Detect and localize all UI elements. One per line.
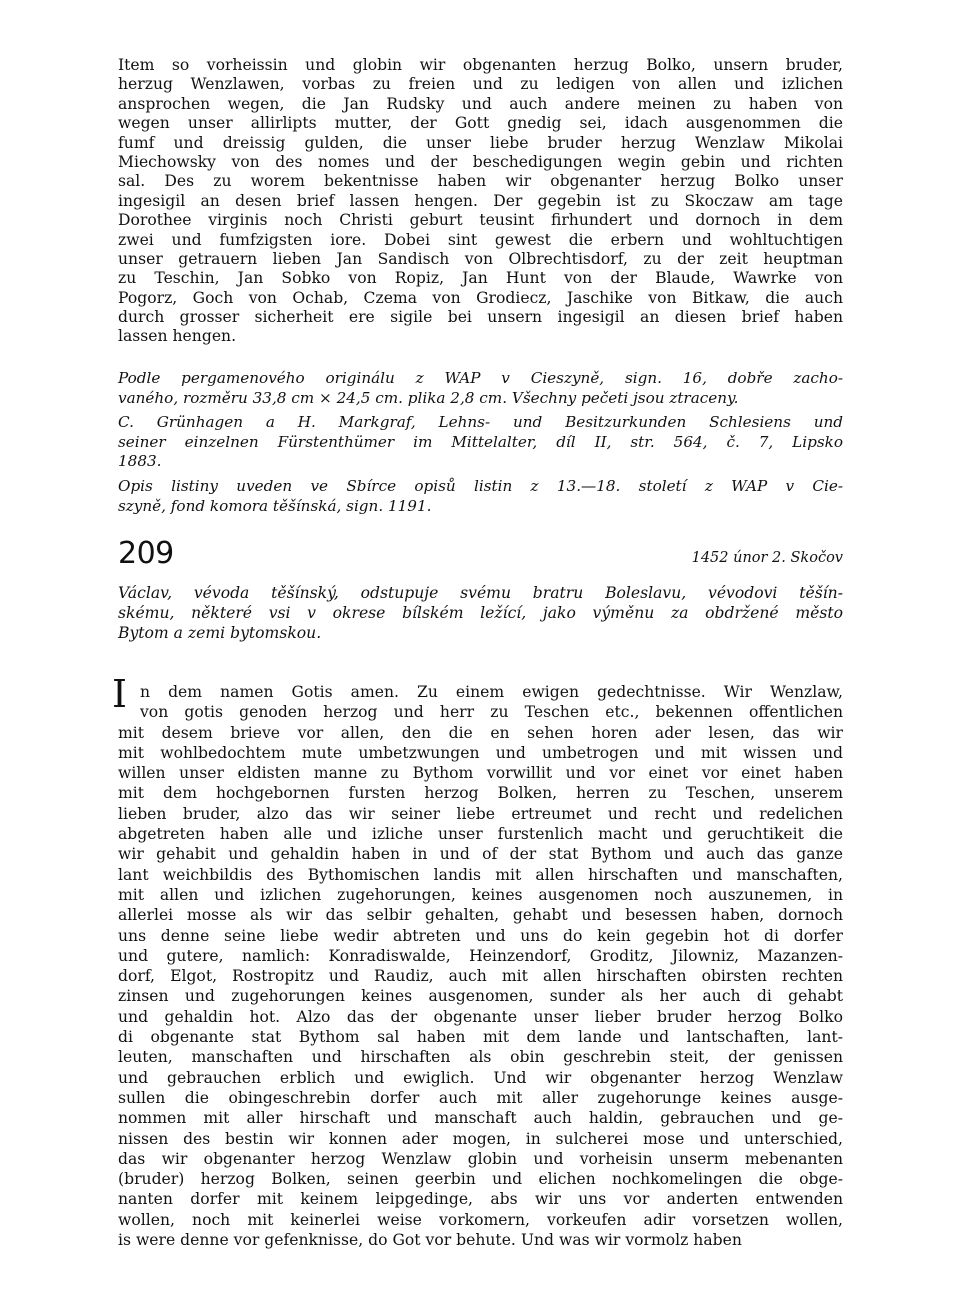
- text-line: n dem namen Gotis amen. Zu einem ewigen gedechtnisse. Wir Wenzlaw,: [140, 683, 843, 701]
- text-line: is were denne vor gefenknisse, do Got vor behute. Und was wir vormolz haben: [118, 1231, 742, 1250]
- text-line: zwei und fumfzigsten iore. Dobei sint gewest die erbern und wohltuchtigen: [118, 230, 843, 249]
- text-line: und gebrauchen erblich und ewiglich. Und wir obgenanter herzog Wenzlaw: [118, 1068, 843, 1087]
- text-line: nissen des bestin wir konnen ader mogen, in sulcherei mose und unterschied,: [118, 1129, 843, 1148]
- text-line: di obgenante stat Bythom sal haben mit dem lande und lantschaften, lant-: [118, 1028, 843, 1047]
- source-note: [118, 369, 843, 408]
- text-line: Dorothee virginis noch Christi geburt teusint firhundert und dornoch in dem: [118, 211, 843, 230]
- source-note: [118, 413, 843, 472]
- text-line: wir gehabit und gehaldin haben in und of der stat Bythom und auch das ganze: [118, 845, 843, 864]
- text-line: fumf und dreissig gulden, die unser liebe bruder herzug Wenzlaw Mikolai: [118, 133, 843, 152]
- note-line: vaného, rozměru 33,8 cm × 24,5 cm. plika 2,8 cm. Všechny pečeti jsou ztraceny.: [118, 388, 739, 407]
- document-number: 209: [118, 536, 174, 571]
- text-line: uns denne seine liebe wedir abtreten und uns do kein gegebin hot di dorfer: [118, 926, 843, 945]
- source-notes: [118, 369, 843, 516]
- source-note: [118, 477, 843, 516]
- text-line: durch grosser sicherheit ere sigile bei unsern ingesigil an diesen brief haben: [118, 308, 843, 327]
- text-line: dorf, Elgot, Rostropitz und Raudiz, auch mit allen hirschaften obirsten rechten: [118, 967, 843, 986]
- note-line: Podle pergamenového originálu z WAP v Cieszyně, sign. 16, dobře zacho-: [118, 369, 843, 387]
- initial-letter: I: [112, 672, 128, 716]
- text-line: mit wohlbedochtem mute umbetzwungen und umbetrogen und mit wissen und: [118, 743, 843, 762]
- text-line: von gotis genoden herzog und herr zu Teschen etc., bekennen offentlichen: [140, 703, 843, 722]
- document-date: 1452 únor 2. Skočov: [691, 550, 843, 566]
- text-line: wollen, noch mit keinerlei weise vorkomern, vorkeufen adir vorsetzen wollen,: [118, 1210, 843, 1229]
- text-line: das wir obgenanter herzog Wenzlaw globin und vorheisin unserm mebenanten: [118, 1149, 843, 1168]
- text-line: mit desem brieve vor allen, den die en sehen horen ader lesen, das wir: [118, 723, 843, 742]
- text-line: willen unser eldisten manne zu Bythom vorwillit und vor einet vor einet haben: [118, 764, 843, 783]
- text-line: nommen mit aller hirschaft und manschaft auch haldin, gebrauchen und ge-: [118, 1109, 843, 1128]
- note-line: seiner einzelnen Fürstenthümer im Mittelalter, díl II, str. 564, č. 7, Lipsko: [118, 432, 843, 451]
- text-line: mit allen und izlichen zugehorungen, keines ausgenomen noch auszunemen, in: [118, 885, 843, 904]
- regest-summary: [118, 583, 843, 644]
- text-line: zinsen und zugehorungen keines ausgenomen, sunder als her auch di gehabt: [118, 987, 843, 1006]
- text-line: abgetreten haben alle und izliche unser furstenlich macht und geruchtikeit die: [118, 825, 843, 844]
- text-line: nanten dorfer mit keinem leipgedinge, abs wir uns vor anderten entwenden: [118, 1190, 843, 1209]
- text-line: und gutere, namlich: Konradiswalde, Heinzendorf, Groditz, Jilowniz, Mazanzen-: [118, 946, 843, 965]
- text-line: lieben bruder, alzo das wir seiner liebe ertreumet und recht und redelichen: [118, 804, 843, 823]
- note-line: Opis listiny uveden ve Sbírce opisů listin z 13.—18. století z WAP v Cie-: [118, 476, 843, 495]
- text-line: sal. Des zu worem bekentnisse haben wir obgenanter herzug Bolko unser: [118, 172, 843, 191]
- text-line: lant weichbildis des Bythomischen landis mit allen hirschaften und manschaften,: [118, 865, 843, 884]
- text-line: und gehaldin hot. Alzo das der obgenante unser lieber bruder herzog Bolko: [118, 1007, 843, 1026]
- text-line: ingesigil an desen brief lassen hengen. Der gegebin ist zu Skoczaw am tage: [118, 191, 843, 210]
- text-line: lassen hengen.: [118, 327, 237, 346]
- text-line: (bruder) herzog Bolken, seinen geerbin und elichen nochkomelingen die obge-: [118, 1170, 843, 1189]
- regest-line: Bytom a zemi bytomskou.: [118, 624, 322, 643]
- regest-line: Václav, vévoda těšínský, odstupuje svému bratru Boleslavu, vévodovi těšín-: [118, 584, 843, 602]
- text-line: allerlei mosse als wir das selbir gehalten, gehabt und besessen haben, dornoch: [118, 906, 843, 925]
- text-line: sullen die obingeschrebin dorfer auch mit aller zugehorunge keines ausge-: [118, 1088, 843, 1107]
- charter-text: [112, 672, 843, 1250]
- text-line: mit dem hochgebornen fursten herzog Bolken, herren zu Teschen, unserem: [118, 784, 843, 803]
- document-header: [118, 536, 843, 576]
- regest-line: skému, některé vsi v okrese bílském ležící, jako výměnu za obdržené město: [118, 604, 843, 623]
- continued-charter-text: [118, 56, 843, 347]
- text-line: unser getrauern lieben Jan Sandisch von Olbrechtisdorf, zu der zeit heuptman: [118, 249, 843, 268]
- note-line: szyně, fond komora těšínská, sign. 1191.: [118, 496, 432, 515]
- note-line: C. Grünhagen a H. Markgraf, Lehns- und Besitzurkunden Schlesiens und: [118, 413, 843, 432]
- text-line: Pogorz, Goch von Ochab, Czema von Grodiecz, Jaschike von Bitkaw, die auch: [118, 288, 843, 307]
- text-line: Miechowsky von des nomes und der beschedigungen wegin gebin und richten: [118, 152, 843, 171]
- note-line: 1883.: [118, 452, 162, 471]
- text-line: leuten, manschaften und hirschaften als obin geschrebin steit, der genissen: [118, 1048, 843, 1067]
- text-line: wegen unser allirlipts mutter, der Gott gnedig sei, idach ausgenommen die: [118, 114, 843, 133]
- text-line: ansprochen wegen, die Jan Rudsky und auch andere meinen zu haben von: [118, 94, 843, 113]
- text-line: herzug Wenzlawen, vorbas zu freien und zu ledigen von allen und izlichen: [118, 75, 843, 94]
- text-line: zu Teschin, Jan Sobko von Ropiz, Jan Hunt von der Blaude, Wawrke von: [118, 269, 843, 288]
- text-line: Item so vorheissin und globin wir obgenanten herzug Bolko, unsern bruder,: [118, 56, 843, 74]
